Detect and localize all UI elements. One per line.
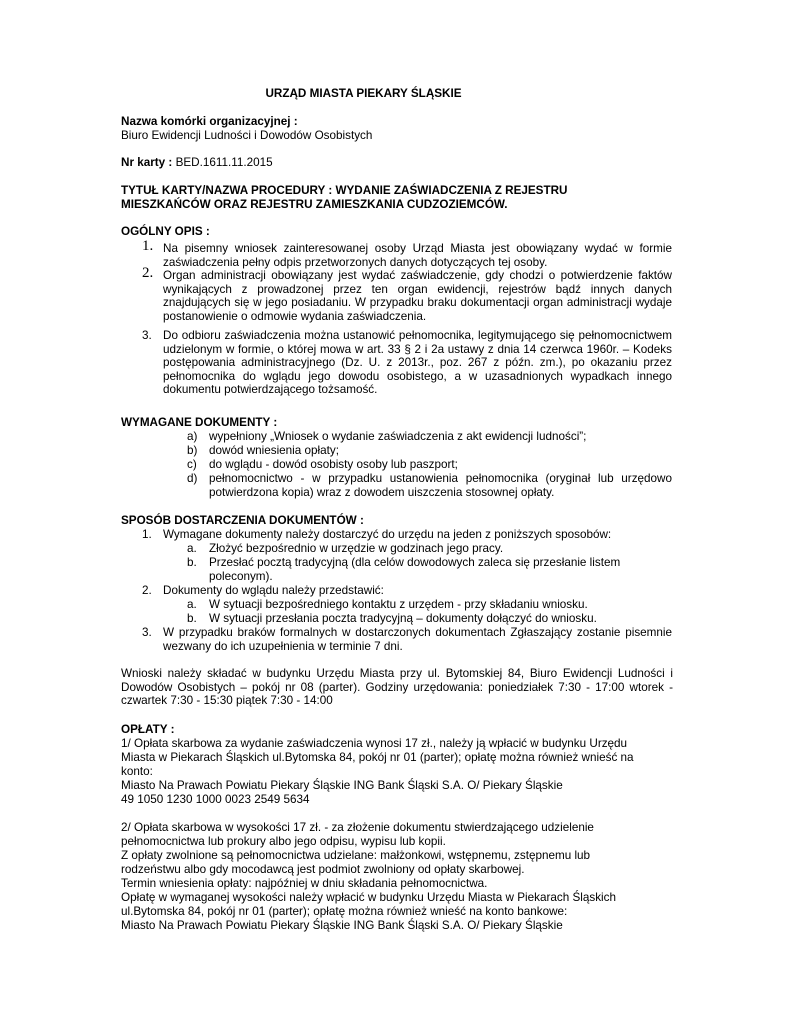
unit-label: Nazwa komórki organizacyjnej : bbox=[121, 115, 298, 128]
delivery-item-2-number: 2. bbox=[142, 584, 152, 597]
delivery-item-2a-text: W sytuacji bezpośredniego kontaktu z urzędem - przy składaniu wniosku. bbox=[209, 598, 588, 611]
general-item-1-text: Na pisemny wniosek zainteresowanej osoby Urząd Miasta jest obowiązany wydać w formie zaświadczenia pełny odpis przetworzonych danych dotyczących tej osoby. bbox=[163, 242, 672, 269]
fee-1-account-holder: Miasto Na Prawach Powiatu Piekary Śląskie ING Bank Śląski S.A. O/ Piekary Śląskie bbox=[121, 779, 563, 792]
fee-2-line-6: Opłatę w wymaganej wysokości należy wpłacić w budynku Urzędu Miasta w Piekarach Śląskich bbox=[121, 891, 616, 904]
fees-heading: OPŁATY : bbox=[121, 723, 175, 736]
delivery-item-1a-text: Złożyć bezpośrednio w urzędzie w godzinach jego pracy. bbox=[209, 542, 504, 555]
document-item-d-text: pełnomocnictwo - w przypadku ustanowienia pełnomocnika (oryginał lub urzędowo potwierdzona kopia) wraz z dowodem uiszczenia stosownej opłaty. bbox=[209, 472, 672, 499]
delivery-item-3-text: W przypadku braków formalnych w dostarczonych dokumentach Zgłaszający zostanie pisemnie wezwany do ich uzupełnienia w terminie 7 dni. bbox=[163, 626, 672, 653]
fee-2-line-3: Z opłaty zwolnione są pełnomocnictwa udzielane: małżonkowi, wstępnemu, zstępnemu lub bbox=[121, 849, 591, 862]
fee-2-line-1: 2/ Opłata skarbowa w wysokości 17 zł. - za złożenie dokumentu stwierdzającego udzielenie bbox=[121, 821, 594, 834]
general-item-3-number: 3. bbox=[142, 329, 152, 342]
delivery-item-1-number: 1. bbox=[142, 528, 152, 541]
document-item-c-number: c) bbox=[187, 458, 197, 471]
delivery-item-3-number: 3. bbox=[142, 626, 152, 639]
fee-1-line-1: 1/ Opłata skarbowa za wydanie zaświadczenia wynosi 17 zł., należy ją wpłacić w budynku Urzędu bbox=[121, 737, 628, 750]
general-item-1-number: 1. bbox=[142, 238, 154, 254]
fee-2-line-7: ul.Bytomska 84, pokój nr 01 (parter); opłatę można również wnieść na konto bankowe: bbox=[121, 905, 568, 918]
procedure-title-line1: TYTUŁ KARTY/NAZWA PROCEDURY : WYDANIE ZAŚWIADCZENIA Z REJESTRU bbox=[121, 184, 568, 197]
delivery-item-1b-letter: b. bbox=[187, 556, 197, 569]
document-title: URZĄD MIASTA PIEKARY ŚLĄSKIE bbox=[265, 87, 462, 100]
unit-value: Biuro Ewidencji Ludności i Dowodów Osobistych bbox=[121, 129, 373, 142]
submission-info: Wnioski należy składać w budynku Urzędu Miasta przy ul. Bytomskiej 84, Biuro Ewidencji Ludności i Dowodów Osobistych – pokój nr 08 (parter). Godziny urzędowania: poniedziałek 7:30 - 17:00 wtorek - czwartek 7:30 - 15:30 piątek 7:30 - 14:00 bbox=[121, 667, 673, 708]
fee-2-line-5: Termin wniesienia opłaty: najpóźniej w dniu składania pełnomocnictwa. bbox=[121, 877, 488, 890]
card-label: Nr karty : bbox=[121, 156, 173, 169]
delivery-item-2-text: Dokumenty do wglądu należy przedstawić: bbox=[163, 584, 384, 597]
delivery-item-1b-text: Przesłać pocztą tradycyjną (dla celów dowodowych zaleca się przesłanie listem poleconym). bbox=[209, 556, 621, 583]
fee-2-line-2: pełnomocnictwa lub prokury albo jego odpisu, wypisu lub kopii. bbox=[121, 835, 446, 848]
document-item-d-number: d) bbox=[187, 472, 198, 485]
fee-1-account-number: 49 1050 1230 1000 0023 2549 5634 bbox=[121, 793, 310, 806]
card-value: BED.1611.11.2015 bbox=[175, 156, 273, 169]
delivery-item-2b-text: W sytuacji przesłania poczta tradycyjną – dokumenty dołączyć do wniosku. bbox=[209, 612, 597, 625]
document-item-b-number: b) bbox=[187, 444, 198, 457]
fee-2-line-8: Miasto Na Prawach Powiatu Piekary Śląskie ING Bank Śląski S.A. O/ Piekary Śląskie bbox=[121, 919, 563, 932]
general-item-2-text: Organ administracji obowiązany jest wydać zaświadczenie, gdy chodzi o potwierdzenie faktów wynikających z prowadzonej przez ten organ ewidencji, rejestrów bądź innych danych znajdujących się w jego posiadaniu. W przypadku braku dokumentacji organ administracji wydaje postanowienie o odmowie wydania zaświadczenia. bbox=[163, 269, 672, 323]
general-item-2-number: 2. bbox=[142, 265, 154, 281]
general-item-3-text: Do odbioru zaświadczenia można ustanowić pełnomocnika, legitymującego się pełnomocnictwem udzielonym w formie, o której mowa w art. 33 § 2 i 2a ustawy z dnia 14 czerwca 1960r. – Kodeks postępowania administracyjnego (Dz. U. z 2013r., poz. 267 z późn. zm.), po okazaniu przez pełnomocnika do wglądu jego dowodu osobistego, a w uzasadnionych wypadkach innego dokumentu potwierdzającego tożsamość. bbox=[163, 329, 672, 397]
fee-2-line-4: rodzeństwu albo gdy mocodawcą jest podmiot zwolniony od opłaty skarbowej. bbox=[121, 863, 525, 876]
document-item-a-text: wypełniony „Wniosek o wydanie zaświadczenia z akt ewidencji ludności”; bbox=[209, 430, 587, 443]
delivery-item-2a-letter: a. bbox=[187, 598, 197, 611]
document-item-c-text: do wglądu - dowód osobisty osoby lub paszport; bbox=[209, 458, 458, 471]
fee-1-line-3: konto: bbox=[121, 765, 153, 778]
documents-heading: WYMAGANE DOKUMENTY : bbox=[121, 416, 278, 429]
general-heading: OGÓLNY OPIS : bbox=[121, 225, 210, 238]
document-item-a-number: a) bbox=[187, 430, 198, 443]
delivery-item-1-text: Wymagane dokumenty należy dostarczyć do urzędu na jeden z poniższych sposobów: bbox=[163, 528, 612, 541]
delivery-heading: SPOSÓB DOSTARCZENIA DOKUMENTÓW : bbox=[121, 514, 364, 527]
fee-1-line-2: Miasta w Piekarach Śląskich ul.Bytomska 84, pokój nr 01 (parter); opłatę można również wnieść na bbox=[121, 751, 634, 764]
card-number bbox=[121, 156, 673, 170]
document-item-b-text: dowód wniesienia opłaty; bbox=[209, 444, 339, 457]
delivery-item-1a-letter: a. bbox=[187, 542, 197, 555]
delivery-item-2b-letter: b. bbox=[187, 612, 197, 625]
procedure-title-line2: MIESZKAŃCÓW ORAZ REJESTRU ZAMIESZKANIA CUDZOZIEMCÓW. bbox=[121, 198, 508, 211]
